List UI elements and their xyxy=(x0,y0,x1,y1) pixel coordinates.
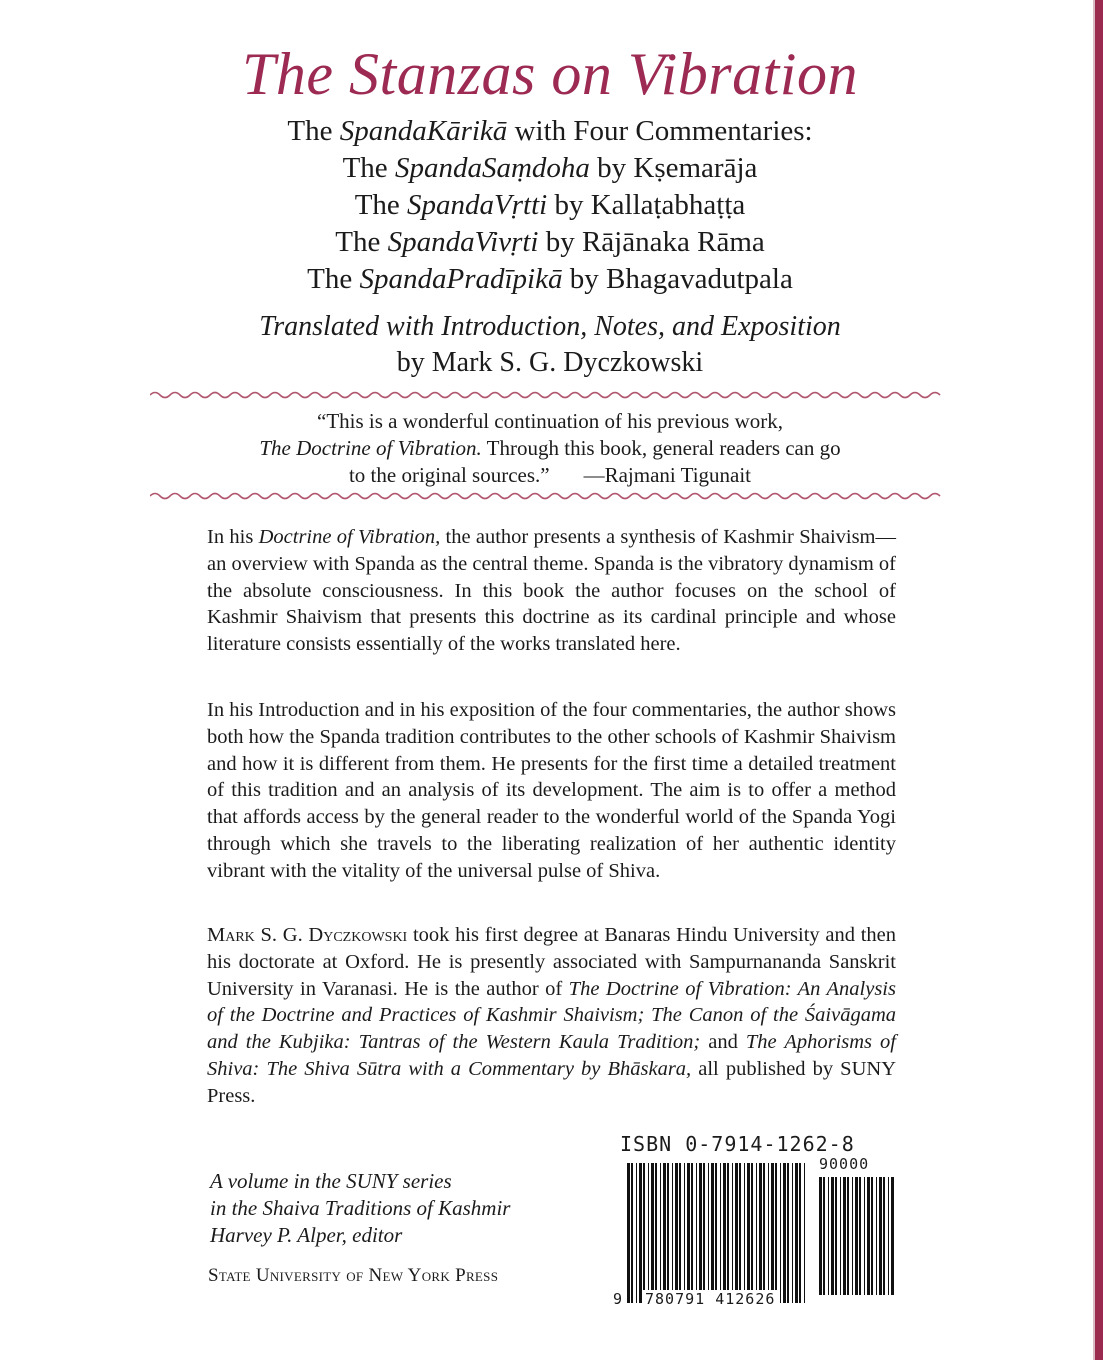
barcode-bar xyxy=(847,1177,849,1295)
barcode-bar xyxy=(819,1177,822,1295)
barcode-bar xyxy=(804,1163,805,1303)
endorsement-quote: “This is a wonderful continuation of his previous work, The Doctrine of Vibration. Through this book, general readers can go to the original sources.” —Rajmani Tigunait xyxy=(259,409,841,487)
barcode-bar xyxy=(759,1163,762,1303)
barcode-bar xyxy=(679,1163,681,1303)
barcode-lead-digit: 9 xyxy=(613,1290,623,1308)
barcode-bar xyxy=(799,1163,801,1303)
description-paragraph-2: In his Introduction and in his exposition of the four commentaries, the author shows both how the Spanda tradition contributes to the other schools of Kashmir Shaivism and how it is different from them. He presents for the first time a detailed treatment of this tradition and an analysis of its development. The aim is to offer a method that affords access by the general reader to the wonderful world of the Spanda Yogi through which she travels to the liberating realization of her authentic identity vibrant with the vitality of the universal pulse of Shiva. xyxy=(207,699,896,882)
barcode-bars xyxy=(613,1155,898,1305)
barcode-bar xyxy=(720,1163,721,1303)
barcode-bar xyxy=(775,1163,777,1303)
barcode-bar xyxy=(655,1163,657,1303)
barcode-bar xyxy=(672,1163,673,1303)
series-note: A volume in the SUNY series in the Shaiva Traditions of Kashmir Harvey P. Alper, editor xyxy=(210,1169,511,1247)
barcode-bar xyxy=(879,1177,882,1295)
barcode-bar xyxy=(823,1177,825,1295)
publisher-name: State University of New York Press xyxy=(208,1265,499,1286)
barcode-bar xyxy=(867,1177,870,1295)
subtitle-block xyxy=(0,113,1100,298)
author-name: Mark S. G. Dyczkowski xyxy=(207,924,408,946)
barcode-bar xyxy=(795,1163,798,1303)
barcode-bar xyxy=(627,1163,630,1303)
barcode-bar xyxy=(763,1163,765,1303)
translator-credit: Translated with Introduction, Notes, and Exposition by Mark S. G. Dyczkowski xyxy=(259,311,841,378)
barcode-digits: 780791 412626 xyxy=(645,1290,776,1308)
barcode-bar xyxy=(660,1163,661,1303)
subtitle-line: The SpandaVivṛti by Rājānaka Rāma xyxy=(335,226,765,258)
barcode-bar xyxy=(787,1163,789,1303)
barcode-bar xyxy=(708,1163,709,1303)
barcode-bar xyxy=(739,1163,741,1303)
barcode-bar xyxy=(864,1177,865,1295)
barcode-bar xyxy=(852,1177,853,1295)
barcode-bar xyxy=(831,1177,834,1295)
barcode-bar xyxy=(855,1177,858,1295)
barcode-bar xyxy=(651,1163,654,1303)
barcode-bar xyxy=(703,1163,705,1303)
isbn-label: ISBN 0-7914-1262-8 xyxy=(620,1132,855,1156)
barcode-bar xyxy=(723,1163,726,1303)
barcode-bar xyxy=(691,1163,693,1303)
barcode-addon-digits: 90000 xyxy=(819,1155,870,1173)
barcode-bar xyxy=(667,1163,669,1303)
subtitle-line: The SpandaSaṃdoha by Kṣemarāja xyxy=(342,152,758,184)
barcode-bar xyxy=(780,1163,781,1303)
barcode-bar xyxy=(639,1163,642,1303)
barcode-bar xyxy=(751,1163,753,1303)
barcode-bar xyxy=(756,1163,757,1303)
barcode-bar xyxy=(687,1163,690,1303)
barcode-bar xyxy=(643,1163,645,1303)
book-title: The Stanzas on Vibration xyxy=(242,41,858,107)
subtitle-line: The SpandaVṛtti by Kallaṭabhaṭṭa xyxy=(354,189,746,221)
barcode-bar xyxy=(684,1163,685,1303)
subtitle-line: The SpandaPradīpikā by Bhagavadutpala xyxy=(307,263,793,295)
barcode-bar xyxy=(696,1163,697,1303)
barcode-bar xyxy=(715,1163,717,1303)
barcode-bar xyxy=(783,1163,786,1303)
barcode-bar xyxy=(768,1163,769,1303)
barcode-bar xyxy=(735,1163,738,1303)
barcode-bar xyxy=(727,1163,729,1303)
quote-attribution: —Rajmani Tigunait xyxy=(583,463,752,487)
barcode-bar xyxy=(771,1163,774,1303)
barcode-bar xyxy=(888,1177,889,1295)
wavy-divider-bottom xyxy=(150,489,945,503)
barcode-bar xyxy=(859,1177,861,1295)
barcode-bar xyxy=(663,1163,666,1303)
barcode xyxy=(613,1155,898,1308)
description-paragraph-1: In his Doctrine of Vibration, the author presents a synthesis of Kashmir Shaivism—an overview with Spanda as the central theme. Spanda is the vibratory dynamism of the absolute consciousness. In this book the author focuses on the school of Kashmir Shaivism that presents this doctrine as its cardinal principle and whose literature consists essentially of the works translated here. xyxy=(207,526,897,656)
barcode-bar xyxy=(732,1163,733,1303)
barcode-bar xyxy=(636,1163,637,1303)
barcode-bar xyxy=(747,1163,750,1303)
barcode-bar xyxy=(883,1177,885,1295)
barcode-bar xyxy=(871,1177,873,1295)
barcode-bar xyxy=(843,1177,846,1295)
barcode-bar xyxy=(711,1163,714,1303)
barcode-bar xyxy=(891,1177,894,1295)
barcode-bar xyxy=(840,1177,841,1295)
subtitle-line: The SpandaKārikā with Four Commentaries: xyxy=(287,115,813,147)
barcode-bar xyxy=(675,1163,678,1303)
barcode-bar xyxy=(792,1163,793,1303)
barcode-bar xyxy=(835,1177,837,1295)
barcode-bar xyxy=(699,1163,702,1303)
author-bio: Mark S. G. Dyczkowski took his first degree at Banaras Hindu University and then his doctorate at Oxford. He is presently associated with Sampurnananda Sanskrit University in Varanasi. He is the author of The Doctrine of Vibration: An Analysis of the Doctrine and Practices of Kashmir Shaivism; The Canon of the Śaivāgama and the Kubjika: Tantras of the Western Kaula Tradition; and The Aphorisms of Shiva: The Shiva Sūtra with a Commentary by Bhāskara, all published by SUNY Press. xyxy=(207,924,896,1107)
barcode-bar xyxy=(648,1163,649,1303)
barcode-bar xyxy=(744,1163,745,1303)
wavy-divider-top xyxy=(150,388,945,402)
barcode-bar xyxy=(828,1177,829,1295)
barcode-bar xyxy=(631,1163,633,1303)
barcode-bar xyxy=(876,1177,877,1295)
